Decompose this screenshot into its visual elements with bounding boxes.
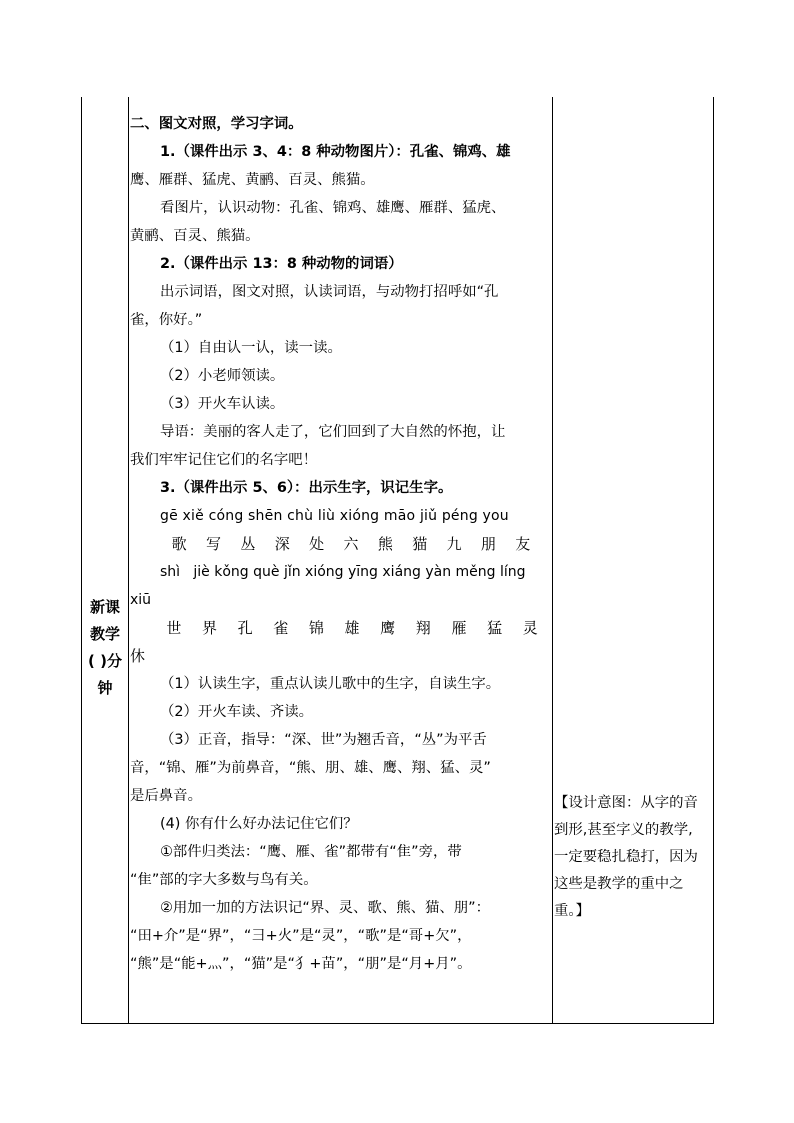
section-label-line: 教学 xyxy=(89,625,120,643)
paragraph-line: 雀，你好。” xyxy=(130,312,203,328)
design-note-line: 一定要稳扎稳打，因为 xyxy=(554,849,698,865)
step-line: ②用加一加的方法识记“界、灵、歌、熊、猫、朋”： xyxy=(160,900,491,916)
hanzi-char: 丛 xyxy=(240,535,256,553)
hanzi-char: 孔 xyxy=(237,619,253,637)
table-divider-label xyxy=(128,97,129,1024)
step-line: 是后鼻音。 xyxy=(130,788,202,804)
section-label xyxy=(82,594,128,702)
paragraph-line: 出示词语，图文对照，认读词语，与动物打招呼如“孔 xyxy=(160,284,499,300)
step-line: “熊”是“能+灬”，“猫”是“犭+苗”，“朋”是“月+月”。 xyxy=(130,956,472,972)
hanzi-char: 深 xyxy=(274,535,290,553)
hanzi-char: 六 xyxy=(343,535,359,553)
paragraph-line: （2）小老师领读。 xyxy=(160,368,285,384)
step-line: 音，“锦、雁”为前鼻音，“熊、朋、雄、鹰、翔、猛、灵” xyxy=(130,760,491,776)
pinyin-row-1: gē xiě cóng shēn chù liù xióng māo jiǔ péng you xyxy=(160,508,509,524)
step-line: “隹”部的字大多数与鸟有关。 xyxy=(130,872,318,888)
pinyin-row-2: shì jiè kǒng què jǐn xióng yīng xiáng yàn měng líng xyxy=(160,564,526,580)
hanzi-char: 九 xyxy=(446,535,462,553)
table-divider-note xyxy=(552,97,553,1024)
hanzi-row-1 xyxy=(130,530,548,558)
design-note-line: 这些是教学的重中之 xyxy=(554,876,684,892)
paragraph-line: 我们牢牢记住它们的名字吧！ xyxy=(130,452,318,468)
hanzi-char: 界 xyxy=(201,619,217,637)
lesson-content-cell xyxy=(130,97,548,978)
hanzi-row-2-wrap: 休 xyxy=(130,647,146,665)
paragraph-line: （3）开火车认读。 xyxy=(160,396,285,412)
design-note-line: 到形,甚至字义的教学, xyxy=(554,822,693,838)
step-line: (4) 你有什么好办法记住它们？ xyxy=(160,816,358,832)
table-border-bottom xyxy=(81,1023,714,1024)
hanzi-char: 处 xyxy=(309,535,325,553)
paragraph-line: 黄鹂、百灵、熊猫。 xyxy=(130,228,260,244)
section-label-line: 钟 xyxy=(97,679,113,697)
hanzi-char: 猫 xyxy=(412,535,428,553)
paragraph-line: 3.（课件出示 5、6）：出示生字，识记生字。 xyxy=(160,480,453,496)
step-line: （3）正音，指导：“深、世”为翘舌音，“丛”为平舌 xyxy=(160,732,487,748)
hanzi-char: 歌 xyxy=(171,535,187,553)
hanzi-char: 写 xyxy=(206,535,222,553)
hanzi-char: 世 xyxy=(166,619,182,637)
paragraph-line: （1）自由认一认，读一读。 xyxy=(160,340,342,356)
section-label-line: ( )分 xyxy=(88,652,122,670)
design-note-line: 重。】 xyxy=(554,903,590,919)
section-label-line: 新课 xyxy=(89,598,120,616)
paragraph-line: 1.（课件出示 3、4：8 种动物图片）：孔雀、锦鸡、雄 xyxy=(160,144,511,160)
hanzi-char: 朋 xyxy=(480,535,496,553)
hanzi-char: 雁 xyxy=(451,619,467,637)
hanzi-char: 猛 xyxy=(487,619,503,637)
hanzi-char: 鹰 xyxy=(380,619,396,637)
step-line: “田+介”是“界”，“彐+火”是“灵”，“歌”是“哥+欠”， xyxy=(130,928,472,944)
paragraph-line: 2.（课件出示 13：8 种动物的词语） xyxy=(160,256,403,272)
paragraph-line: 鹰、雁群、猛虎、黄鹂、百灵、熊猫。 xyxy=(130,172,375,188)
hanzi-row-2 xyxy=(130,614,548,642)
step-line: ①部件归类法：“鹰、雁、雀”都带有“隹”旁，带 xyxy=(160,844,462,860)
hanzi-char: 友 xyxy=(515,535,531,553)
hanzi-char: 灵 xyxy=(522,619,538,637)
paragraph-line: 看图片，认识动物：孔雀、锦鸡、雄鹰、雁群、猛虎、 xyxy=(160,200,506,216)
step-line: （1）认读生字，重点认读儿歌中的生字，自读生字。 xyxy=(160,676,501,692)
hanzi-char: 雀 xyxy=(273,619,289,637)
section-label-cell xyxy=(82,97,128,1023)
design-note-cell xyxy=(554,790,714,925)
hanzi-char: 雄 xyxy=(344,619,360,637)
step-line: （2）开火车读、齐读。 xyxy=(160,704,314,720)
hanzi-char: 熊 xyxy=(377,535,393,553)
pinyin-row-2-wrap: xiū xyxy=(130,592,152,608)
hanzi-char: 翔 xyxy=(415,619,431,637)
paragraph-line: 导语：美丽的客人走了，它们回到了大自然的怀抱，让 xyxy=(160,424,506,440)
hanzi-char: 锦 xyxy=(308,619,324,637)
design-note-line: 【设计意图：从字的音 xyxy=(554,795,698,811)
section-heading: 二、图文对照，学习字词。 xyxy=(130,116,303,132)
